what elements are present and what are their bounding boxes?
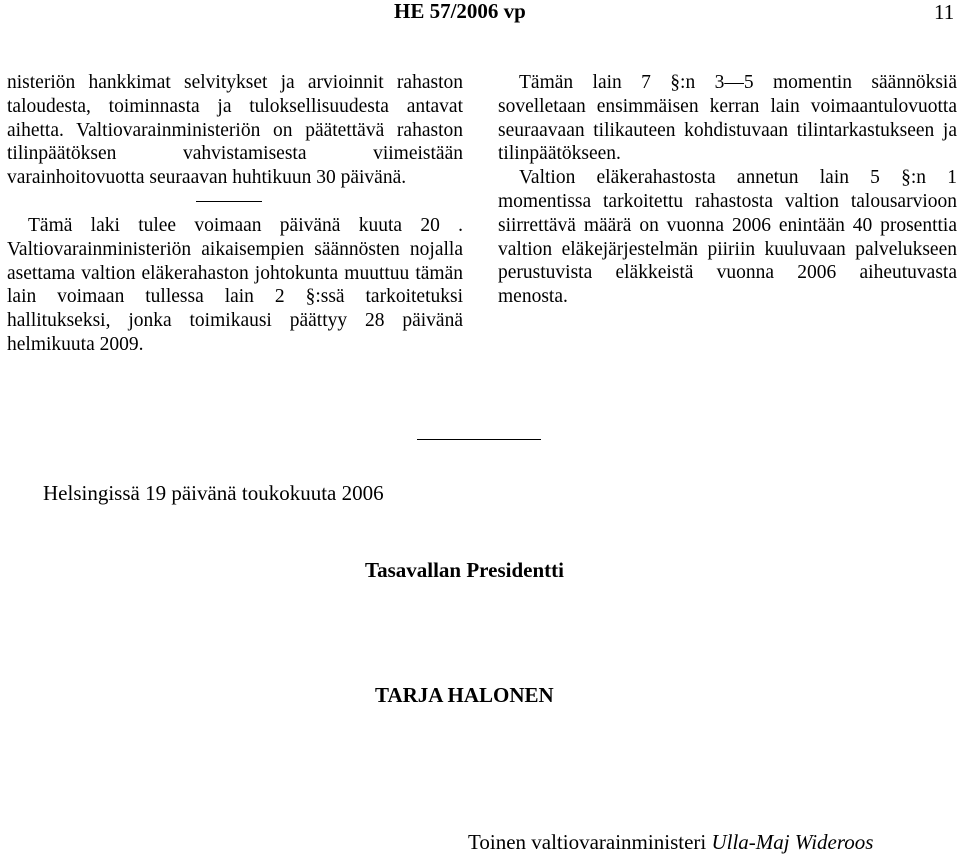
place-and-date: Helsingissä 19 päivänä toukokuuta 2006 — [43, 481, 384, 505]
countersignature — [468, 829, 873, 855]
separator-rule — [196, 201, 262, 202]
right-paragraph-1: Tämän lain 7 §:n 3—5 momentin säännöksiä sovelletaan ensimmäisen kerran lain voimaantulovuotta seuraavaan tilikauteen kohdistuvaan tilintarkastukseen ja tilinpäätökseen. — [498, 72, 957, 165]
right-paragraph-2: Valtion eläkerahastosta annetun lain 5 §:n 1 momentissa tarkoitettu rahastosta valtion talousarvioon siirrettävä määrä on vuonna 2006 enintään 40 prosenttia valtion eläkejärjestelmän piiriin kuuluvaan palvelukseen perustuvista eläkkeistä vuonna 2006 aiheutuvasta menosta. — [498, 167, 957, 308]
right-column — [498, 71, 957, 309]
signatory-title: Tasavallan Presidentti — [365, 558, 564, 582]
signatory-name: TARJA HALONEN — [375, 683, 554, 707]
left-paragraph-1: nisteriön hankkimat selvitykset ja arvioinnit rahaston taloudesta, toiminnasta ja tuloksellisuudesta antavat aihetta. Valtiovarainministeriön on päätettävä rahaston tilinpäätöksen vahvistamisesta viimeistään varainhoitovuotta seuraavan huhtikuun 30 päivänä. — [7, 72, 463, 189]
left-column — [7, 71, 463, 357]
section-separator — [7, 190, 463, 214]
end-of-text-rule — [417, 439, 541, 440]
left-paragraph-2: Tämä laki tulee voimaan päivänä kuuta 20 . Valtiovarainministeriön aikaisempien säännösten nojalla asettama valtion eläkerahaston johtokunta muuttuu tämän lain voimaan tullessa lain 2 §:ssä tarkoitetuksi hallitukseksi, jonka toimikausi päättyy 28 päivänä helmikuuta 2009. — [7, 214, 463, 355]
countersign-name: Ulla-Maj Wideroos — [711, 830, 874, 854]
countersign-role: Toinen valtiovarainministeri — [468, 830, 712, 854]
page-number: 11 — [934, 0, 955, 24]
document-header-title: HE 57/2006 vp — [394, 0, 526, 23]
